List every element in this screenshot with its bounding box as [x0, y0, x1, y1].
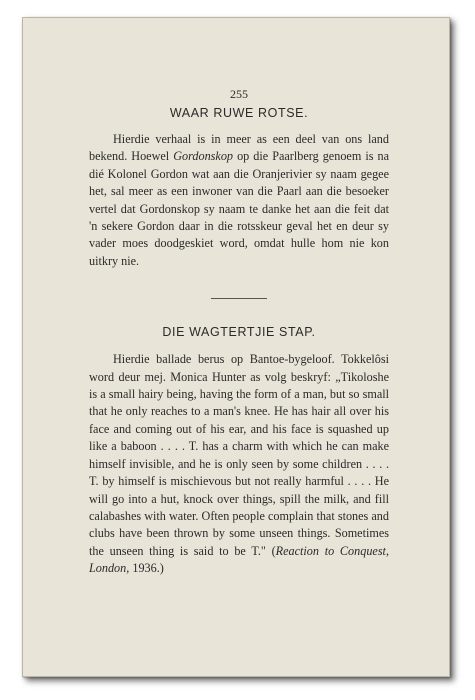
paragraph-italic-text: Reaction to Conquest, London,: [89, 543, 389, 576]
paragraph-italic-text: Gordonskop: [173, 149, 234, 164]
section-paragraph-die-wagtertjie-stap: [89, 351, 389, 577]
section-title-die-wagtertjie-stap: DIE WAGTERTJIE STAP.: [162, 325, 316, 340]
section-paragraph-waar-ruwe-rotse: [89, 131, 389, 270]
page-content: [89, 86, 389, 578]
book-page: [22, 17, 450, 677]
section-title-waar-ruwe-rotse: WAAR RUWE ROTSE.: [169, 106, 309, 120]
paragraph-text: Hierdie ballade berus op Bantoe-bygeloof. Tokkelôsi word deur mej. Monica Hunter as volg beskryf: „Tikoloshe is a small hairy being, having the form of a man, but so small that he only reaches to a man's knee. He has hair all over his face and coming out of his ear, and his face is squashed up like a baboon . . . . T. has a charm with which he can make himself invisible, and he is only seen by some children . . . . T. by himself is mischievous but not really harmful . . . . He will go into a hut, knock over things, spill the milk, and fill calabashes with water. Often people complain that stones and clubs have been thrown by some unseen things. Sometimes the unseen thing is said to be T." (: [89, 352, 389, 558]
page-number: 255: [230, 87, 248, 101]
paragraph-text: 1936.): [129, 561, 164, 576]
section-divider: [211, 298, 267, 299]
paragraph-text: Hierdie verhaal is in meer as een deel van ons land bekend. Hoewel: [89, 132, 389, 164]
paragraph-text: op die Paarlberg genoem is na dié Kolonel Gordon wat aan die Oranjerivier sy naam gegee het, sal meer as een inwoner van die Paarl aan die besoeker vertel dat Gordonskop sy naam te danke het aan die feit dat 'n sekere Gordon daar in die rotsskeur geval het en deur sy vader moes doodgeskiet word, omdat hulle hom nie kon uitkry nie.: [89, 149, 389, 268]
